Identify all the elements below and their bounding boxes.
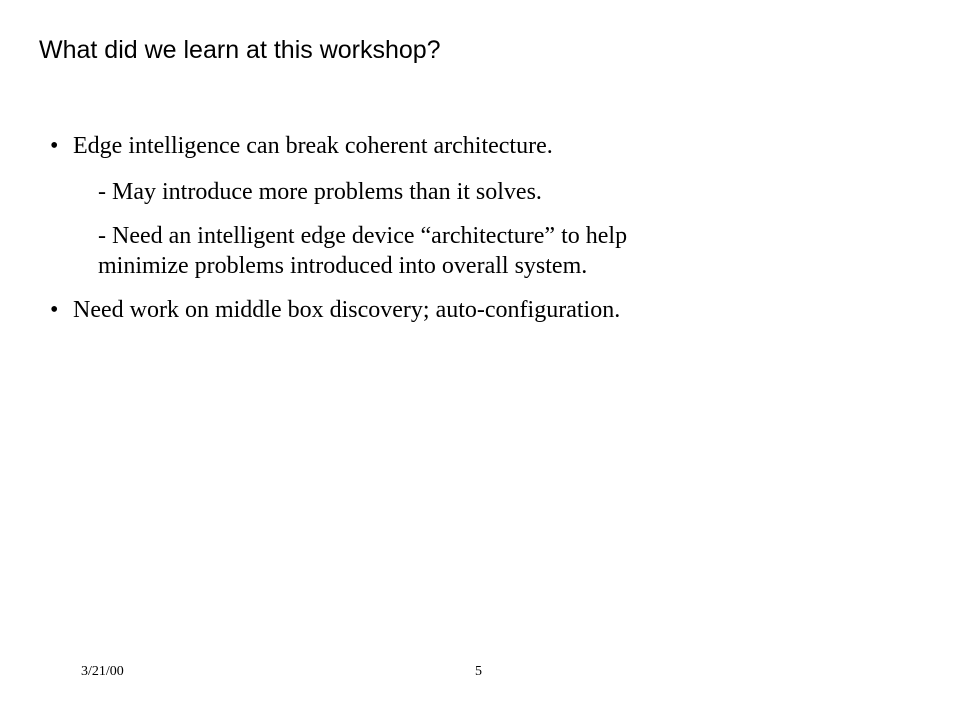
sub-point-text-line-1: - Need an intelligent edge device “architecture” to help <box>98 223 628 249</box>
bullet-list <box>50 131 850 325</box>
sub-point-text: - May introduce more problems than it solves. <box>98 179 542 205</box>
bullet-text: Need work on middle box discovery; auto-configuration. <box>73 297 621 323</box>
sub-point <box>98 177 850 207</box>
bullet-marker: • <box>50 297 59 323</box>
bullet-text: Edge intelligence can break coherent architecture. <box>73 133 553 159</box>
slide-title: What did we learn at this workshop? <box>39 36 441 64</box>
footer-date: 3/21/00 <box>81 664 124 679</box>
sub-point-text-line-2: minimize problems introduced into overall system. <box>98 253 588 279</box>
page-number: 5 <box>475 664 482 679</box>
bullet-item <box>50 295 850 325</box>
sub-point <box>98 221 850 281</box>
bullet-item <box>50 131 850 161</box>
bullet-marker: • <box>50 133 59 159</box>
